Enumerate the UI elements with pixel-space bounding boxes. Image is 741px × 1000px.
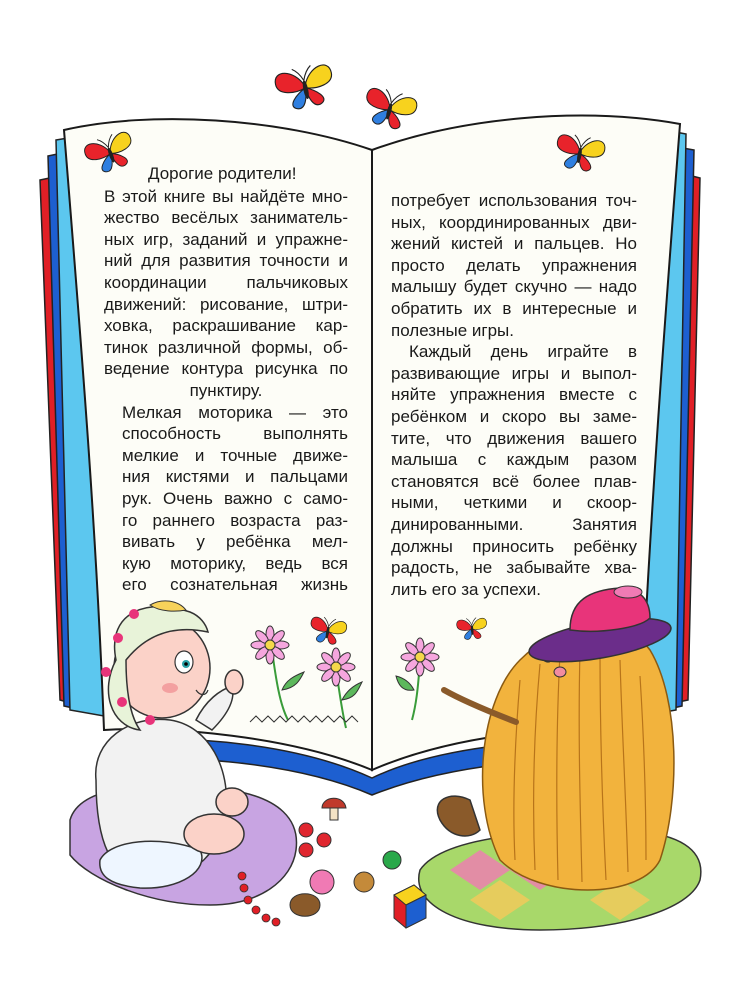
daisy-flower-icon: [401, 638, 439, 676]
text-line: обратить их в интересные и: [391, 298, 637, 318]
text-line: Каждый день играйте в: [409, 342, 637, 362]
left-paragraph-2: [104, 402, 348, 596]
text-line: ний для развития точности и: [104, 251, 348, 271]
text-line: ховка, раскрашивание кар-: [104, 316, 348, 336]
right-page-text: [391, 190, 637, 600]
text-line: движений: рисование, штри-: [104, 294, 348, 314]
left-paragraph-1: [104, 186, 348, 402]
text-line: его сознательная жизнь: [122, 575, 348, 595]
text-line: становятся всё более плав-: [391, 471, 637, 491]
daisy-flower-icon: [317, 648, 355, 686]
text-line: ных игр, заданий и упражне-: [104, 229, 348, 249]
text-line: тите, что движения вашего: [391, 428, 637, 448]
butterfly-icon: [360, 85, 419, 133]
text-line: мелкие и точные движе-: [122, 445, 348, 465]
text-line: В этой книге вы найдёте мно-: [104, 186, 348, 206]
text-line: просто делать упражнения: [391, 255, 637, 275]
text-line: координации пальчиковых: [104, 272, 348, 292]
text-line: Мелкая моторика — это: [122, 402, 348, 422]
text-line: малыша с каждым разом: [391, 450, 637, 470]
right-paragraph-1: [391, 190, 637, 341]
daisy-flower-icon: [251, 626, 289, 664]
text-line: радость, не забывайте хва-: [391, 558, 637, 578]
text-line: полезные игры.: [391, 320, 514, 340]
text-line: способность выполнять: [122, 424, 348, 444]
text-line: тинок различной формы, об-: [104, 337, 348, 357]
right-paragraph-2: [391, 341, 637, 600]
text-line: должны приносить ребёнку: [391, 536, 637, 556]
butterfly-icon: [273, 61, 337, 112]
text-line: пунктиру.: [189, 380, 263, 400]
text-line: го раннего возраста раз-: [122, 510, 348, 530]
text-line: ния кистями и пальцами: [122, 467, 348, 487]
text-line: ных, координированных дви-: [391, 212, 637, 232]
text-line: жений кистей и пальцев. Но: [391, 234, 637, 254]
text-line: кую моторику, ведь вся: [122, 553, 348, 573]
text-line: малышу будет скучно — надо: [391, 277, 637, 297]
greeting-heading: Дорогие родители!: [148, 164, 297, 183]
text-line: развивающие игры и выпол-: [391, 363, 637, 383]
text-line: ными, четкими и скоор-: [391, 493, 637, 513]
text-line: ведение контура рисунка по: [104, 359, 348, 379]
text-line: рук. Очень важно с само-: [122, 488, 348, 508]
text-line: жество весёлых заниматель-: [104, 208, 348, 228]
text-line: динированными. Занятия: [391, 514, 637, 534]
text-line: лить его за успехи.: [391, 579, 542, 599]
left-page-text: [104, 163, 348, 596]
text-line: потребует использования точ-: [391, 191, 637, 210]
text-line: ребёнком и скоро вы заме-: [391, 406, 637, 426]
text-line: вивать у ребёнка мел-: [122, 532, 348, 552]
text-line: няйте упражнения вместе с: [391, 385, 637, 405]
